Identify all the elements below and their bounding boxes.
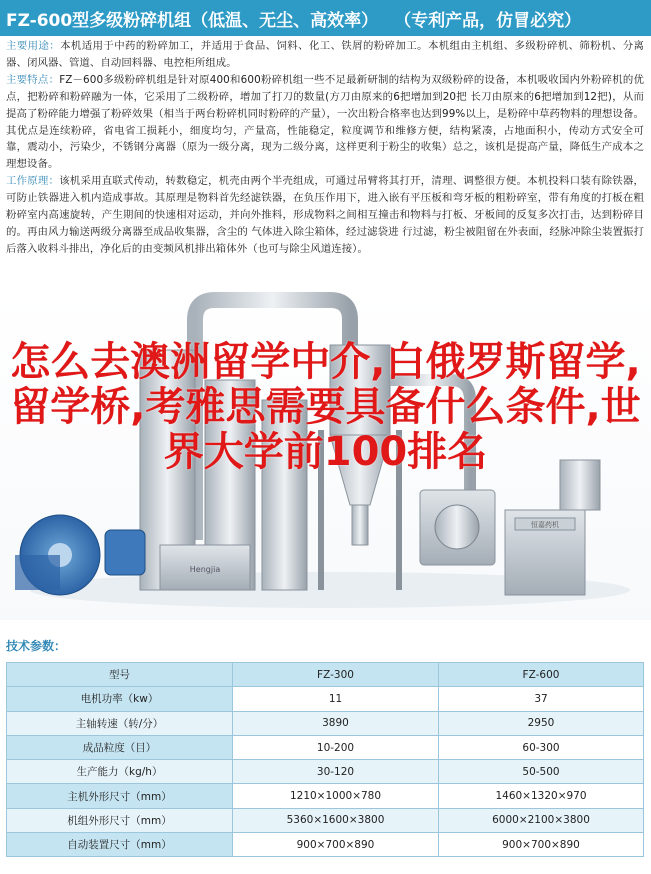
spec-value-fz300: 10-200 [233, 735, 439, 759]
spec-value-fz600: 900×700×890 [439, 833, 644, 857]
base-brand: Hengjia [189, 565, 221, 574]
uses-label: 主要用途： [6, 40, 61, 52]
spec-name: 主机外形尺寸（mm） [7, 784, 233, 808]
spec-name: 电机功率（kw） [7, 687, 233, 711]
intro-text [6, 38, 644, 258]
spec-table [6, 662, 644, 857]
spec-value-fz600: 60-300 [439, 735, 644, 759]
principle-text: 该机采用直联式传动，转数稳定，机壳由两个半壳组成，可通过吊臂将其打开，清理、调整很方便。本机投料口装有除铁器，可防止铁器进入机内造成事故。其原理是物料首先经滤铁器，在负压作用下，进入嵌有平压板和弯牙板的粗粉碎室，带有角度的打板在粗粉碎室内高速旋转，产生期间的快速相对运动，并向外推料，形成物料之间相互撞击和物料与打板、牙板间的反复多次打击，达到粉碎目的。再由风力输送两级分离器至成品收集器，含尘的 气体进入除尘箱体，经过滤袋进 行过滤，粉尘被阻留在外表面，经脉冲除尘装置振打后落入收料斗排出，净化后的由变频风机排出箱体外（也可与除尘风道连接）。 [6, 175, 645, 255]
tech-params-label: 技术参数： [6, 639, 67, 653]
spec-value-fz600: 50-500 [439, 760, 644, 784]
model-title: FZ-600型多级粉碎机组 [6, 10, 192, 31]
spec-header-fz600: FZ-600 [439, 663, 644, 687]
spec-value-fz300: 1210×1000×780 [233, 784, 439, 808]
spec-value-fz600: 37 [439, 687, 644, 711]
spec-value-fz300: 3890 [233, 711, 439, 735]
title-bar [0, 0, 651, 36]
features-title: （低温、无尘、高效率） [191, 10, 379, 31]
spec-name: 生产能力（kg/h） [7, 760, 233, 784]
spec-value-fz600: 1460×1320×970 [439, 784, 644, 808]
spec-name: 自动装置尺寸（mm） [7, 833, 233, 857]
spec-name: 成品粒度（目） [7, 735, 233, 759]
uses-paragraph [6, 38, 644, 72]
table-row [7, 784, 644, 808]
spec-header-fz300: FZ-300 [233, 663, 439, 687]
overlay-headline: 怎么去澳洲留学中介,白俄罗斯留学,留学桥,考雅思需要具备什么条件,世界大学前100排名 [10, 339, 641, 475]
cabinet-brand: 恒嘉药机 [531, 521, 559, 529]
features-paragraph [6, 72, 644, 173]
spec-value-fz300: 11 [233, 687, 439, 711]
spec-header-row [7, 663, 644, 687]
table-row [7, 808, 644, 832]
table-row [7, 735, 644, 759]
features-label: 主要特点： [6, 73, 60, 86]
spec-value-fz300: 5360×1600×3800 [233, 808, 439, 832]
principle-label: 工作原理： [6, 175, 60, 188]
table-row [7, 687, 644, 711]
spec-value-fz300: 30-120 [233, 760, 439, 784]
spec-value-fz600: 2950 [439, 711, 644, 735]
table-row [7, 760, 644, 784]
spec-value-fz600: 6000×2100×3800 [439, 808, 644, 832]
spec-name: 机组外形尺寸（mm） [7, 808, 233, 832]
spec-header-model: 型号 [7, 663, 233, 687]
spec-name: 主轴转速（转/分） [7, 711, 233, 735]
principle-paragraph [6, 173, 644, 258]
spec-value-fz300: 900×700×890 [233, 833, 439, 857]
features-text: FZ－600多级粉碎机组是针对原400和600粉碎机组一些不足最新研制的结构为双级粉碎的设备，本机吸收国内外粉碎机的优点，把粉碎和粉碎融为一体，它采用了二级粉碎，增加了打刀的数量(方刀由原来的6把增加到20把 长刀由原来的6把增加到12把)，从而提高了粉碎能力增强了粉碎效果（相当于两台粉碎机同时粉碎的产量），一次出粉合格率也达到99%以上，是粉碎中草药物料的理想设备。其优点是连续粉碎，省电省工损耗小，细度均匀，产量高，性能稳定，粒度调节和维修方便，结构紧凑，占地面积小，传动方式安全可靠，震动小，污染少，不锈钢分离器（原为一级分离，现为二级分离，这样更利于粉尘的收集）总之，该机是提高产量，降低生产成本之理想设备。 [6, 73, 644, 171]
table-row [7, 833, 644, 857]
uses-text: 本机适用于中药的粉碎加工，并适用于食品、饲料、化工、铁屑的粉碎加工。本机组由主机组、多级粉碎机、筛粉机、分离器、闭风器、管道、自动回料器、电控柜所组成。 [6, 40, 645, 69]
table-row [7, 711, 644, 735]
patent-badge: （专利产品，仿冒必究） [394, 10, 582, 31]
